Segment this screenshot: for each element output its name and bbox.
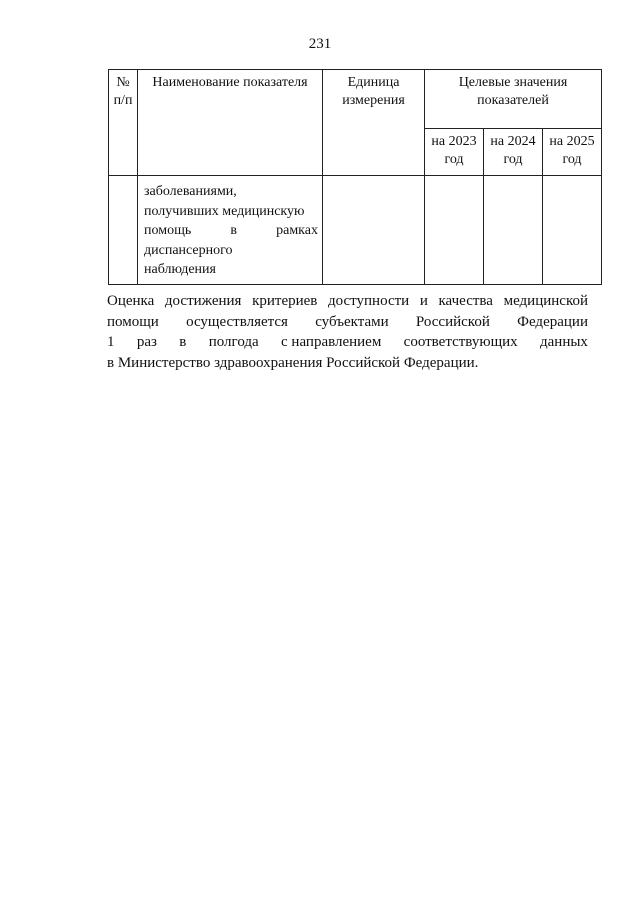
paragraph-word: 1 xyxy=(107,334,115,350)
paragraph-word: субъектами xyxy=(315,313,389,330)
indicator-name-line: диспансерного xyxy=(144,242,233,258)
cell-number xyxy=(109,176,138,285)
paragraph-word: осуществляется xyxy=(186,313,288,330)
indicators-table xyxy=(108,69,602,285)
paragraph-line: в Министерство здравоохранения Российской Федерации. xyxy=(107,354,479,371)
header-number: № п/п xyxy=(109,70,138,176)
indicator-name-line: наблюдения xyxy=(144,262,216,277)
paragraph-word: в xyxy=(179,334,187,350)
paragraph-word: Федерации xyxy=(517,313,588,330)
body-paragraph xyxy=(107,291,588,373)
header-year-2023: на 2023 год xyxy=(425,129,484,176)
paragraph-word: с направлением xyxy=(281,334,382,350)
header-unit: Единица измерения xyxy=(323,70,425,176)
cell-indicator-name xyxy=(138,176,323,285)
paragraph-word: Российской xyxy=(415,313,490,330)
indicator-name-line: помощь в рамках xyxy=(144,223,318,238)
header-indicator-name: Наименование показателя xyxy=(138,70,323,176)
header-year-2025: на 2025 год xyxy=(543,129,602,176)
paragraph-word: раз xyxy=(136,334,157,350)
paragraph-line: Оценка достижения критериев доступности и качества медицинской xyxy=(107,293,588,309)
cell-unit xyxy=(323,176,425,285)
paragraph-word: полгода xyxy=(208,334,259,350)
indicator-name-line: получивших медицинскую xyxy=(144,203,305,219)
paragraph-word: данных xyxy=(540,334,588,350)
header-year-2024: на 2024 год xyxy=(484,129,543,176)
table-row xyxy=(109,176,602,285)
paragraph-line xyxy=(107,312,588,333)
header-target-values: Целевые значения показателей xyxy=(425,70,602,129)
page-number: 231 xyxy=(308,36,332,52)
cell-value-2025 xyxy=(543,176,602,285)
indicator-name-line: заболеваниями, xyxy=(144,184,237,199)
cell-value-2024 xyxy=(484,176,543,285)
paragraph-word: соответствующих xyxy=(403,334,518,350)
paragraph-line xyxy=(107,332,588,353)
table-header-row xyxy=(109,70,602,129)
paragraph-word: помощи xyxy=(107,313,159,330)
cell-value-2023 xyxy=(425,176,484,285)
